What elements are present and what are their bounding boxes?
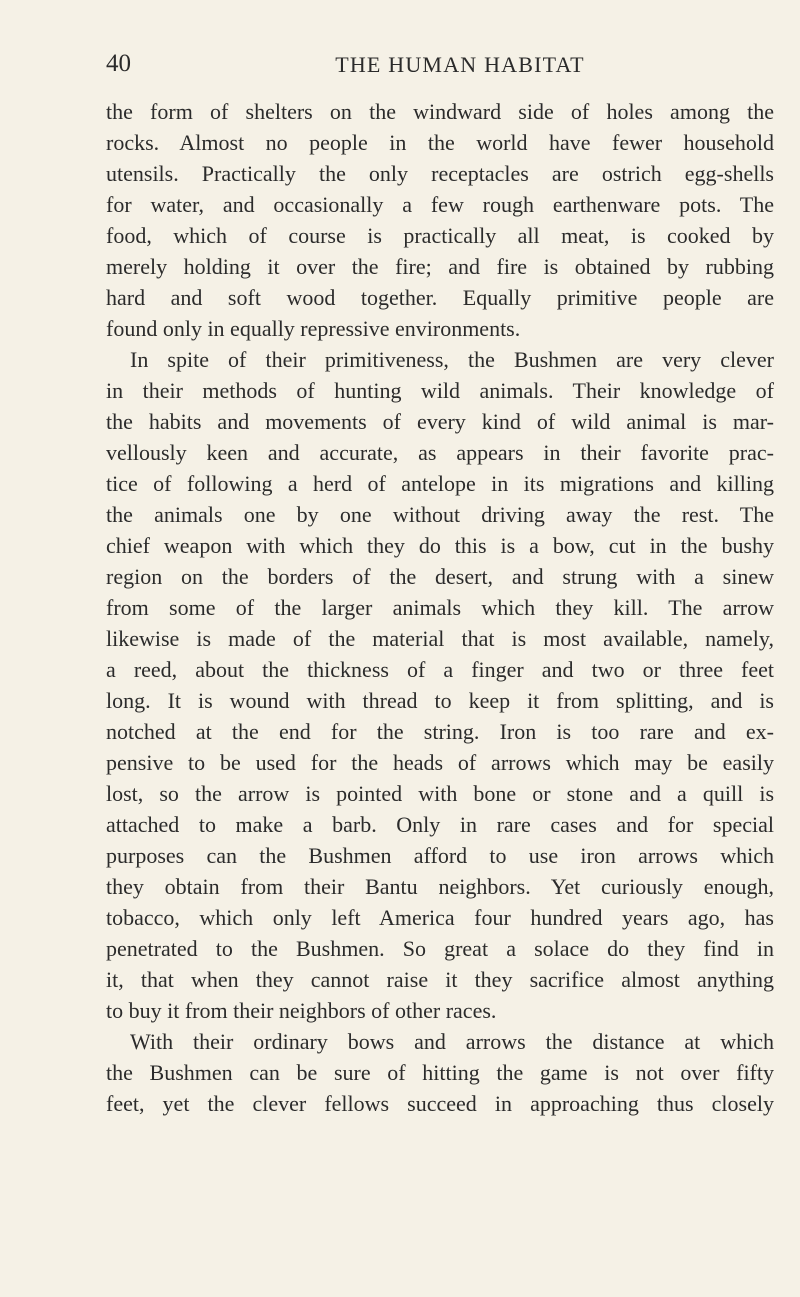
- text-line: rocks. Almost no people in the world have fewer household: [106, 130, 774, 155]
- body-text: [106, 96, 774, 1119]
- text-line: merely holding it over the fire; and fire is obtained by rubbing: [106, 254, 774, 279]
- text-line: a reed, about the thickness of a finger and two or three feet: [106, 657, 774, 682]
- text-line: penetrated to the Bushmen. So great a solace do they find in: [106, 936, 774, 961]
- text-line: long. It is wound with thread to keep it from splitting, and is: [106, 688, 774, 713]
- text-line: vellously keen and accurate, as appears in their favorite prac-: [106, 440, 774, 465]
- text-line: to buy it from their neighbors of other races.: [106, 998, 497, 1023]
- text-line: likewise is made of the material that is most available, namely,: [106, 626, 774, 651]
- text-line: notched at the end for the string. Iron is too rare and ex-: [106, 719, 774, 744]
- text-line: from some of the larger animals which they kill. The arrow: [106, 595, 774, 620]
- text-line: region on the borders of the desert, and strung with a sinew: [106, 564, 774, 589]
- text-line: tice of following a herd of antelope in its migrations and killing: [106, 471, 774, 496]
- text-line: tobacco, which only left America four hundred years ago, has: [106, 905, 774, 930]
- text-line: chief weapon with which they do this is a bow, cut in the bushy: [106, 533, 774, 558]
- text-line: in their methods of hunting wild animals. Their knowledge of: [106, 378, 774, 403]
- text-line: found only in equally repressive environments.: [106, 316, 521, 341]
- text-line: utensils. Practically the only receptacles are ostrich egg-shells: [106, 161, 774, 186]
- text-line: attached to make a barb. Only in rare cases and for special: [106, 812, 774, 837]
- text-line: it, that when they cannot raise it they sacrifice almost anything: [106, 967, 774, 992]
- running-head: [106, 50, 774, 84]
- text-line: the animals one by one without driving away the rest. The: [106, 502, 774, 527]
- text-line: feet, yet the clever fellows succeed in approaching thus closely: [106, 1091, 774, 1116]
- running-title: THE HUMAN HABITAT: [335, 52, 585, 77]
- text-line: pensive to be used for the heads of arrows which may be easily: [106, 750, 774, 775]
- paragraph-first-line: In spite of their primitiveness, the Bushmen are very clever: [130, 347, 774, 372]
- text-line: for water, and occasionally a few rough earthenware pots. The: [106, 192, 774, 217]
- text-line: they obtain from their Bantu neighbors. Yet curiously enough,: [106, 874, 774, 899]
- text-line: lost, so the arrow is pointed with bone or stone and a quill is: [106, 781, 774, 806]
- text-line: the habits and movements of every kind of wild animal is mar-: [106, 409, 774, 434]
- paragraph-first-line: With their ordinary bows and arrows the distance at which: [130, 1029, 774, 1054]
- text-line: the Bushmen can be sure of hitting the game is not over fifty: [106, 1060, 774, 1085]
- text-line: purposes can the Bushmen afford to use iron arrows which: [106, 843, 774, 868]
- text-line: hard and soft wood together. Equally primitive people are: [106, 285, 774, 310]
- text-line: food, which of course is practically all meat, is cooked by: [106, 223, 774, 248]
- text-line: the form of shelters on the windward side of holes among the: [106, 99, 774, 124]
- page-number: 40: [106, 50, 131, 77]
